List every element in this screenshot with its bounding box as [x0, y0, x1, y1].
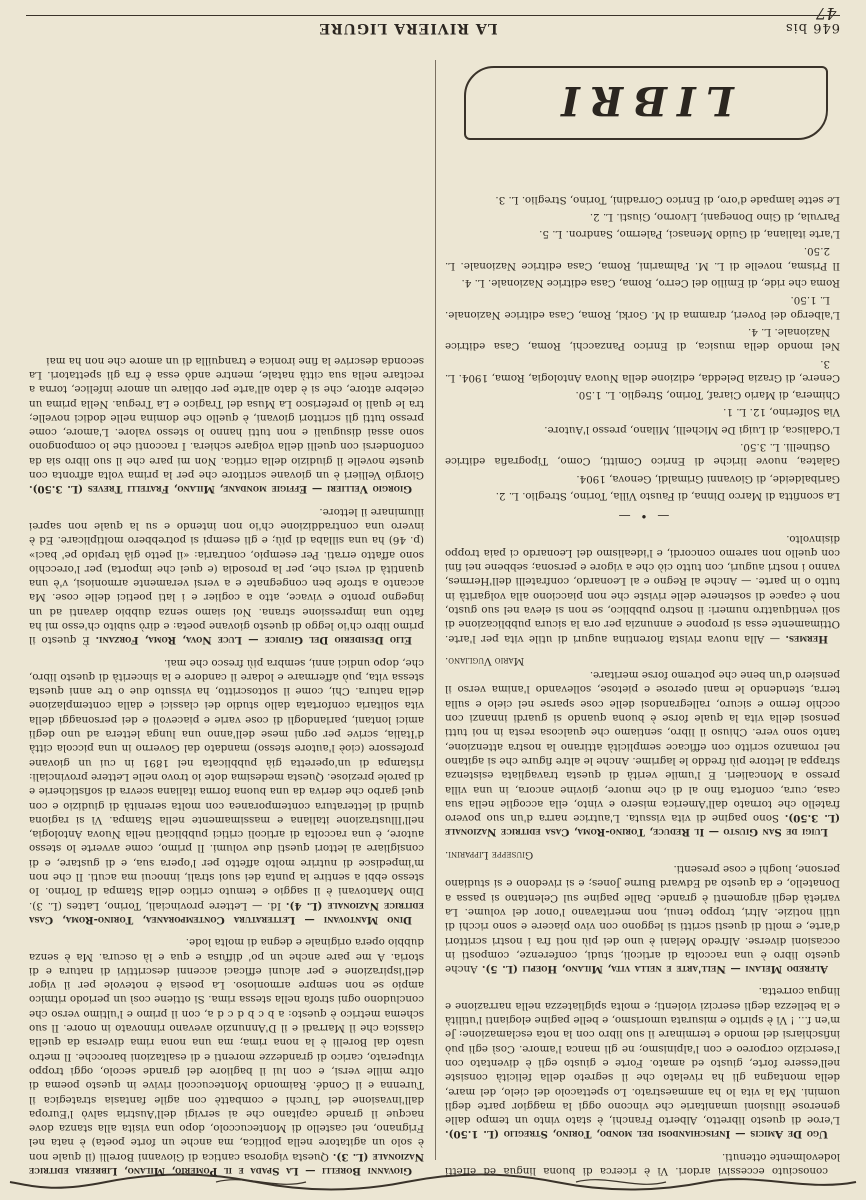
review-signature: Mario Vugliano. — [445, 654, 525, 667]
column-left — [445, 158, 840, 1178]
list-item: Nel mondo della musica, di Enrico Panzacchi, Roma, Casa editrice Nazionale. L. 4. — [445, 325, 840, 353]
list-item: Roma che ride, di Emilio del Cerro, Roma, Casa editrice Nazionale. L. 4. — [461, 277, 840, 290]
received-books-list — [445, 192, 840, 503]
review-entry — [29, 353, 424, 496]
list-item: Le sette lampade d'oro, di Enrico Corradini, Torino, Streglio. L. 3. — [495, 193, 840, 206]
libri-masthead — [445, 60, 840, 152]
list-item: L'arte italiana, di Guido Menasci, Palermo, Sandron. L. 5. — [539, 228, 840, 241]
header-spacer — [26, 21, 31, 36]
list-item: Via Solferino, 12. L. 1. — [723, 406, 840, 419]
list-item: Il Prisma, novelle di L. M. Palmarini, Roma, Casa editrice Nazionale. L. 2.50. — [445, 245, 840, 272]
list-item: Galatea, nuove liriche di Enrico Comitti, Como, Tipografia editrice Ostinelli. L. 3.50. — [445, 441, 840, 468]
page-header — [26, 15, 840, 40]
list-item: La sconfitta di Marco Dinna, di Fausto Villa, Torino, Streglio. L. 2. — [495, 489, 840, 502]
review-heading: Luigi de San Giusto — Il Reduce, Torino-Roma, Casa editrice Nazionale (L. 3.50). — [445, 812, 840, 839]
review-entry — [445, 654, 840, 840]
review-entry — [29, 655, 424, 927]
masthead-title: LIBRI — [551, 77, 734, 124]
newspaper-title: LA RIVIERA LIGURE — [318, 20, 498, 36]
review-entry — [445, 984, 840, 1141]
column-divider — [435, 60, 436, 1160]
review-body: Id. — Lettere provinciali, Torino, Lattes (L. 3). Dino Mantovani è il saggio e temuto critico della Stampa di Torino. Io stesso ebbi a sentire la punta dei suoi strali, innocui ma acuti. Il che non m'impedisce di nutrire molto affetto per l'opera sua, e di gustare, e di consigliare ai lettori questi due volumi. Il primo, come avverte lo stesso autore, è una raccolta di articoli critici pubblicati nella Nuova Antologia, nell'Illustrazione italiana e massimamente nella Stampa. Vi si ragiona quindi di letteratura contemporanea con molta serenità di giudizio e con quel garbo che deriva da una buona forma italiana scevra di sofisticherie e di parole preziose. Questa medesima dote io trovo nelle Lettere provinciali: ristampa di un'operetta già pubblicata nel 1891 in cui un giovane professore (cioè l'autore stesso) mandato dal Governo in una piccola città d'Italia, scrive per ogni mese dell'anno una lunga lettera ad uno degli amici lontani, parlandogli di cose varie e piacevoli e dei personaggi della vita solitaria confortata dallo studio dei classici e dalla contemplazione della natura. Chi, come il sottoscritto, ha vissuto due o tre anni questa stessa vita, può affermare e lodare il candore e la sincerità di questo libro, che, dopo undici anni, sembra più fresco che mai. — [29, 656, 424, 912]
review-heading: Hermes. — [785, 632, 828, 645]
list-item: L'Odalisca, di Luigi De Michelli, Milano, presso l'Autore. — [544, 423, 840, 436]
review-heading: Elio Desiderio Del Giudice — Luce Nova, Roma, Forzani. — [95, 634, 412, 647]
review-signature: Giuseppe Lipparini. — [445, 848, 534, 861]
review-body: L'eroe di questo libretto, Alberto Franchi, è stato vinto un tempo dalle generose illusioni umanitarie che vincono oggi la maggior parte degli uomini. Ma la vita lo ha ammaestrato. Lo spettacolo del cielo, del mare, della montagna gli ha rivelato che il segreto della felicità consiste nell'essere forte, giusto ed amato. Forte e giusto egli è diventato con l'esercizio corporeo e con l'alpinismo; ne gli manca l'amore. Così egli può infischiarsi del mondo e terminare il suo libro con la nota esclamazione: Je m'en f... ! Vi è spirito e misurata umorismo, e belle pagine elogianti l'utilità e la bellezza degli esercizi violenti; e molta spigliatezza nella narrazione e lingua corretta. — [445, 985, 840, 1127]
review-heading: Ugo De Amicis — Infischiandosi del mondo, Torino, Streglio (L. 1.50). — [445, 1128, 828, 1141]
review-heading: Giovanni Borelli — La Spada e il Pomerio, Milano, Libreria editrice Nazionale (L. 3). — [29, 1150, 424, 1177]
page-mark: 47 — [815, 4, 836, 23]
review-entry — [445, 847, 840, 976]
review-body: Questa vigorosa cantica di Giovanni Borelli (il quale non è solo un agitatore nella politica, ma anche un forte poeta) è nata nel Frignano, nel castello di Montecuccolo, dopo una visita alla stanza dove nacque il grande capitano che ai servigi dell'Austria salvò l'Europa dall'invasione dei Turchi e combattè con agile fantasia strategica il Turenna e il Condé. Raimondo Montecuccoli rivive in questo poema di oltre mille versi, e con lui il bagliore del grande secolo, oggi troppo vituperato, carico di grandezze morenti e di esaltazioni barocche. Il metro usato dal Borelli è la nona rima; ma una nona rima diversa da quella classica che il Marradi e il D'Annunzio avevano rinnovato in onore. Il suo schema metrico è questo: a b c b d c d a, con il primo e l'ultimo verso che concludono ogni strofa nella stessa rima. Si ottiene così un periodo ritmico ampio se non sempre armonioso. La poesia è notevole per il vigor dell'ispirazione e per alcuni efficaci accenni descrittivi di natura e di storia. A me pare anche un po' diffusa e qua e là oscura. Ma è senza dubbio opera originale e degna di molta lode. — [29, 936, 424, 1163]
section-ornament: — • — — [615, 509, 670, 524]
column-right — [29, 58, 424, 1178]
review-body: È questo il primo libro ch'io leggo di questo giovane poeta: e dirò subito ch'esso mi ha fatto una impressione strana. Noi siamo senza dubbio davanti ad un ingegno pronto e vivace, atto a coglier e i lati poetici delle cose. Ma accanto a strofe ben congegnate e a versi veramente armoniosi, v'è una quantità di versi che, per la prosodia (e quel che importa) per l'orecchio sono affatto errati. Per esempio, contraria: «il petto già trepido pe' baci» (p. 46) ha una sillaba di più; e gli esempi si potrebbero moltiplicare. Ed è invero una contraddizione ch'io non intendo e su la quale non saprei illuminare il lettore. — [29, 505, 424, 647]
list-item: Cenere, di Grazia Deledda, edizione della Nuova Antologia, Roma, 1904. L. 3. — [445, 357, 840, 384]
review-body: Sono pagine di vita vissuta. L'autrice narra d'un suo povero fratello che tornato dall'America misero e vinto, ella accoglie nella sua casa, cura, conforta fino al dì che muore, giovine ancora, in una villa presso a Moncalieri. E l'umile verità di questa travagliata esistenza strappa al lettore più freddo le lagrime. Anche le altre figure che si agitano nel romanzo scritto con efficace semplicità attirano la nostra attenzione, tanto sono vere. Chiuso il libro, sentiamo che qualcosa resta in noi tutti pensosi della vita la quale forse è buona quando si guardi innanzi con occhio fermo e sicuro, rallegrandosi delle cose sparse nel cielo e sulla terra, stendendo le mani operose e pietose, sollevando l'anima verso il pensiero d'un bene che potremo forse meritare. — [445, 669, 840, 825]
list-item: Garibaldeide, di Giovanni Grimaldi, Genova, 1904. — [576, 472, 840, 485]
review-body: Giorgio Vellieri è un giovane scrittore che per la prima volta affronta con queste novelle il giudizio della critica. Non mi pare che il suo libro sia da confondersi con quelli della volgare schiera. I racconti che lo compongono sono assai disuguali e non tutti hanno lo stesso valore. L'amore, come presso tutti gli scrittori giovani, è quello che domina nelle dodici novelle; tra le quali io preferisco La Musa del Tragico e La Tregua. Nella prima un celebre attore, che si è dato all'arte per obliare un amore infelice, torna a recitare nella sua città natale, mentre andò essa è fra gli spettatori. La seconda descrive la fine ironica e tranquilla di un amore che non ha mai — [29, 354, 424, 482]
review-body: — Alla nuova rivista fiorentina auguri di utile vita per l'arte. Ottimamente essa si propone e annunzia per ora la sicura pubblicazione di soli ventiquattro numeri: il nostro pubblico, se non si eleva nel suo gusto, non è capace di sostenere delle riviste che non piacciono alla volgarità in tutto o in parte. — Anche al Regno e al Leonardo, confratelli dell'Hermes, vanno i nostri auguri, con tutto ciò che a vigore e persona; sebbene nei fini con quello non saremo concordi, e l'idealismo del Leonardo ci paia troppo disinvolto. — [445, 532, 840, 645]
review-heading: Dino Mantovani — Letteratura Contemporanea, Torino-Roma, Casa editrice Nazionale (L. 4). — [29, 899, 424, 926]
list-item: Chimera, di Mario Ciaraf, Torino, Streglio. L. 1.50. — [575, 389, 840, 402]
review-entry — [445, 531, 840, 645]
review-entry — [29, 504, 424, 647]
review-entry — [445, 1149, 840, 1178]
review-body: Anche questo libro è una raccolta di articoli, studi, conferenze, composti in occasioni diverse. Alfredo Melani è uno dei più noti fra i nostri scrittori d'arte, e molti di questi scritti si leggono con vivo piacere e sono ricchi di utili notizie. Altri, troppo tenui, non meritavano l'onor del volume. La varietà degli argomenti è grande. Dalle pagine sul Celentano si passa a Donatello, e da questo ad Edward Burne Jones; e si rivedono e si studiano persone, luoghi e cose presenti. — [445, 863, 840, 976]
review-heading: Giorgio Vellieri — Effigie mondane, Milano, Fratelli Treves (L. 3.50). — [29, 483, 412, 496]
list-item: L'albergo dei Poveri, dramma di M. Gorki, Roma, Casa editrice Nazionale. L. 1.50. — [445, 294, 840, 321]
review-entry — [29, 935, 424, 1178]
page-number: 646 bis — [784, 20, 840, 36]
review-body: conosciuto eccessivi ardori. Vi è ricerca di buona lingua ed effetti lodevolmente ottenuti. — [445, 1150, 840, 1177]
review-heading: Alfredo Melani — Nell'arte e nella vita, Milano, Hoepli (L. 5). — [481, 963, 828, 976]
list-item: Parvula, di Gino Donegani, Livorno, Giusti. L. 2. — [589, 210, 840, 223]
